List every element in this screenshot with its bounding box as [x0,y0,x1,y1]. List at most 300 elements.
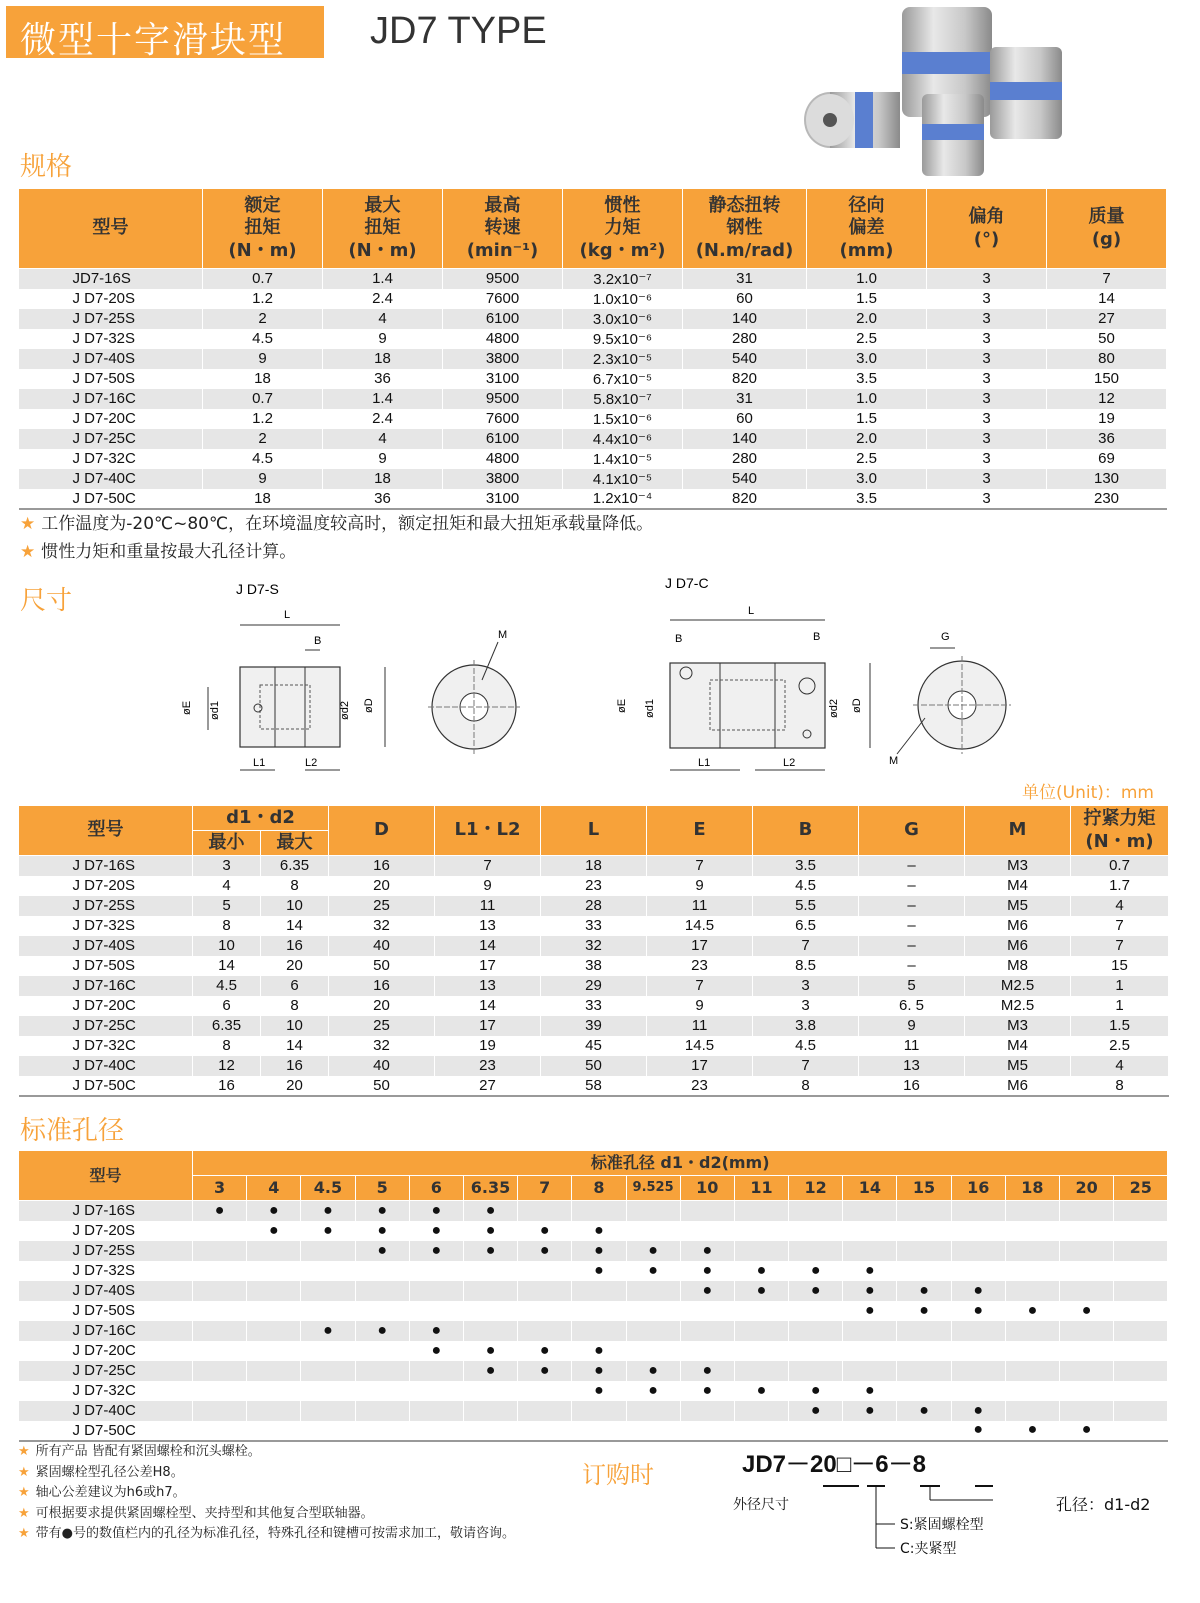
table-cell: 11 [859,1036,965,1056]
bore-cell [463,1261,517,1281]
table-cell: 32 [329,1036,435,1056]
bore-cell [1060,1381,1114,1401]
bore-cell [734,1321,788,1341]
bore-cell [247,1341,301,1361]
bore-cell [1005,1281,1059,1301]
table-cell: – [859,856,965,876]
bore-cell [409,1281,463,1301]
spec-header-4: 惯性 力矩 (kg・m²) [563,189,683,269]
table-cell: J D7-40S [19,349,203,369]
standard-bore-dot-icon: ● [702,1281,713,1299]
bore-cell [734,1301,788,1321]
bore-cell [301,1421,355,1441]
table-cell: 1.5 [807,289,927,309]
section-spec-title: 规格 [20,152,73,182]
table-cell: 6.35 [261,856,329,876]
standard-bore-dot-icon: ● [810,1401,821,1419]
table-cell: 3 [193,856,261,876]
standard-bore-dot-icon: ● [539,1361,550,1379]
bore-cell [1060,1281,1114,1301]
table-cell: 7 [1047,269,1167,289]
bore-cell [734,1341,788,1361]
table-cell: 50 [329,1076,435,1096]
bore-cell [1005,1201,1059,1221]
standard-bore-dot-icon: ● [810,1381,821,1399]
bore-cell [572,1261,626,1281]
table-cell: 4.5 [193,976,261,996]
standard-bore-dot-icon: ● [323,1221,333,1239]
table-cell: 5.5 [753,896,859,916]
bore-cell [193,1241,247,1261]
table-row [19,856,1169,876]
table-cell: 3 [927,489,1047,509]
bore-cell [626,1221,680,1241]
table-cell: 2.5 [807,329,927,349]
label-c-d2: ød2 [828,699,840,718]
bore-cell [789,1321,843,1341]
table-cell: 1.7 [1071,876,1169,896]
table-row [19,1241,1168,1261]
bore-cell [897,1401,951,1421]
bore-cell [897,1221,951,1241]
table-cell: 1.5x10⁻⁶ [563,409,683,429]
bore-size-header: 4 [247,1176,301,1201]
table-cell: M3 [965,1016,1071,1036]
standard-bore-dot-icon: ● [1081,1421,1092,1438]
bore-cell [1060,1341,1114,1361]
bore-size-header: 5 [355,1176,409,1201]
table-cell: 6. 5 [859,996,965,1016]
bore-model: J D7-20S [19,1221,193,1241]
standard-bore-dot-icon: ● [702,1381,713,1399]
bore-cell [626,1321,680,1341]
bore-cell [951,1401,1005,1421]
table-cell: 9 [323,329,443,349]
bore-cell [409,1421,463,1441]
table-row [19,1401,1168,1421]
bore-cell [897,1381,951,1401]
bore-cell [680,1241,734,1261]
bore-cell [572,1321,626,1341]
dimension-table [18,805,1169,1097]
bore-cell [1060,1201,1114,1221]
label-E: øE [181,700,193,715]
bore-cell [734,1281,788,1301]
bore-cell [572,1241,626,1261]
bore-cell [789,1421,843,1441]
bore-cell [843,1281,897,1301]
bore-cell [193,1401,247,1421]
table-cell: M5 [965,1056,1071,1076]
table-cell: 9 [859,1016,965,1036]
standard-bore-dot-icon: ● [1027,1421,1038,1438]
table-cell: 1 [1071,996,1169,1016]
standard-bore-dot-icon: ● [485,1201,496,1219]
standard-bore-dot-icon: ● [539,1221,550,1239]
order-code: JD7－20□－6－8 [742,1451,926,1478]
bore-cell [518,1281,572,1301]
table-cell: 3 [927,469,1047,489]
table-row [19,389,1167,409]
table-cell: 36 [323,369,443,389]
bore-size-header: 7 [518,1176,572,1201]
table-cell: 58 [541,1076,647,1096]
table-cell: J D7-25S [19,896,193,916]
bore-cell [193,1221,247,1241]
bore-cell [789,1241,843,1261]
standard-bore-dot-icon: ● [485,1241,496,1259]
bore-cell [1005,1341,1059,1361]
table-cell: 6.7x10⁻⁵ [563,369,683,389]
spec-header-8: 质量 (g) [1047,189,1167,269]
bore-cell [518,1221,572,1241]
table-cell: 60 [683,409,807,429]
label-c-L2: L2 [783,757,796,769]
table-row [19,329,1167,349]
bore-cell [1114,1301,1168,1321]
table-cell: 5.8x10⁻⁷ [563,389,683,409]
table-row [19,1281,1168,1301]
table-cell: 10 [261,1016,329,1036]
footer-note: ★ 带有●号的数值栏内的孔径为标准孔径，特殊孔径和键槽可按需求加工，敬请咨询。 [18,1526,516,1541]
table-cell: 140 [683,309,807,329]
bore-cell [789,1201,843,1221]
order-bore-label: 孔径：d1-d2 [1056,1495,1151,1514]
table-cell: 3800 [443,469,563,489]
table-row [19,1201,1168,1221]
label-c-D: øD [851,698,863,713]
spec-header-0: 型号 [19,189,203,269]
bore-cell [409,1341,463,1361]
bore-cell [789,1401,843,1421]
bore-cell [193,1261,247,1281]
bore-size-header: 11 [734,1176,788,1201]
bore-cell [951,1281,1005,1301]
table-cell: 36 [1047,429,1167,449]
table-cell: 23 [647,1076,753,1096]
bore-model: J D7-40S [19,1281,193,1301]
table-cell: 3 [927,329,1047,349]
table-cell: 18 [323,349,443,369]
footer-note: ★ 轴心公差建议为h6或h7。 [18,1485,186,1500]
table-row [19,916,1169,936]
standard-bore-dot-icon: ● [485,1221,496,1239]
table-cell: 1.4 [323,389,443,409]
bore-cell [572,1301,626,1321]
bore-cell [680,1321,734,1341]
table-cell: 2.0 [807,309,927,329]
table-cell: 14 [193,956,261,976]
table-cell: 12 [1047,389,1167,409]
table-cell: 60 [683,289,807,309]
label-M: M [498,629,508,641]
table-cell: 39 [541,1016,647,1036]
footer-note: ★ 所有产品 皆配有紧固螺栓和沉头螺栓。 [18,1444,261,1459]
table-row [19,409,1167,429]
table-cell: 16 [329,976,435,996]
standard-bore-dot-icon: ● [377,1201,387,1219]
table-row [19,449,1167,469]
table-row [19,996,1169,1016]
table-cell: 4.4x10⁻⁶ [563,429,683,449]
bore-cell [843,1421,897,1441]
table-cell: M6 [965,916,1071,936]
table-cell: 23 [435,1056,541,1076]
table-cell: 7 [435,856,541,876]
bore-cell [355,1201,409,1221]
bore-cell [301,1261,355,1281]
table-cell: 25 [329,896,435,916]
bore-cell [355,1261,409,1281]
spec-note: ★ 惯性力矩和重量按最大孔径计算。 [20,542,297,562]
table-cell: J D7-16C [19,389,203,409]
table-cell: 4 [193,876,261,896]
bore-cell [951,1421,1005,1441]
table-cell: 3.2x10⁻⁷ [563,269,683,289]
star-icon: ★ [20,514,36,534]
bore-cell [463,1381,517,1401]
table-cell: 32 [329,916,435,936]
bore-cell [301,1321,355,1341]
bore-cell [897,1321,951,1341]
bore-cell [843,1241,897,1261]
standard-bore-dot-icon: ● [431,1341,442,1359]
table-cell: 45 [541,1036,647,1056]
bore-cell [247,1261,301,1281]
bore-cell [301,1241,355,1261]
table-cell: 280 [683,449,807,469]
table-cell: 3 [927,369,1047,389]
table-cell: 8 [261,876,329,896]
table-cell: – [859,936,965,956]
spec-header-3: 最高 转速 (min⁻¹) [443,189,563,269]
table-cell: 3.0 [807,349,927,369]
bore-h-title: 标准孔径 d1・d2(mm) [193,1151,1168,1176]
table-cell: J D7-20C [19,996,193,1016]
bore-cell [463,1401,517,1421]
bore-cell [193,1361,247,1381]
bore-cell [355,1381,409,1401]
bore-cell [1114,1241,1168,1261]
dim-h-B: B [753,806,859,856]
bore-cell [734,1261,788,1281]
dim-h-min: 最小 [193,831,261,856]
table-cell: 14 [435,996,541,1016]
bore-cell [1005,1221,1059,1241]
table-cell: 1.2x10⁻⁴ [563,489,683,509]
bore-cell [951,1381,1005,1401]
bore-size-header: 10 [680,1176,734,1201]
table-cell: J D7-16S [19,856,193,876]
table-cell: J D7-32S [19,916,193,936]
table-cell: 20 [329,876,435,896]
bore-cell [626,1301,680,1321]
table-row [19,896,1169,916]
table-cell: 9 [323,449,443,469]
table-cell: 11 [435,896,541,916]
table-cell: 1.2 [203,289,323,309]
table-cell: J D7-20S [19,289,203,309]
table-cell: 8 [1071,1076,1169,1096]
table-cell: 5 [193,896,261,916]
table-cell: 3.0x10⁻⁶ [563,309,683,329]
bore-size-header: 6 [409,1176,463,1201]
table-cell: 2.5 [807,449,927,469]
star-icon: ★ [18,1444,30,1459]
bore-cell [409,1361,463,1381]
dim-h-d: d1・d2 [193,806,329,831]
table-cell: 4 [1071,896,1169,916]
bore-cell [301,1281,355,1301]
bore-cell [572,1421,626,1441]
bore-cell [734,1381,788,1401]
table-cell: – [859,956,965,976]
bore-cell [843,1341,897,1361]
bore-cell [518,1421,572,1441]
table-cell: 230 [1047,489,1167,509]
bore-cell [843,1381,897,1401]
footer-note: ★ 紧固螺栓型孔径公差H8。 [18,1464,184,1480]
table-cell: 9 [647,996,753,1016]
bore-cell [626,1261,680,1281]
bore-cell [1005,1401,1059,1421]
bore-cell [897,1281,951,1301]
section-bore-title: 标准孔径 [20,1116,125,1146]
bore-cell [1005,1321,1059,1341]
standard-bore-dot-icon: ● [594,1361,604,1379]
table-cell: 3 [753,996,859,1016]
label-d1: ød1 [209,701,221,720]
table-cell: 3.8 [753,1016,859,1036]
spec-note: ★ 工作温度为-20℃~80℃，在环境温度较高时，额定扭矩和最大扭矩承载量降低。 [20,514,654,534]
drawing-jd7-c [605,568,1025,788]
bore-cell [897,1421,951,1441]
bore-cell [247,1201,301,1221]
bore-cell [355,1401,409,1421]
label-c-d1: ød1 [644,699,656,718]
table-cell: 19 [1047,409,1167,429]
table-cell: 8.5 [753,956,859,976]
standard-bore-dot-icon: ● [594,1221,604,1239]
table-row [19,1321,1168,1341]
bore-cell [572,1281,626,1301]
table-cell: 820 [683,369,807,389]
bore-cell [247,1221,301,1241]
footer-notes [18,1442,515,1545]
table-row [19,489,1167,509]
bore-cell [1114,1361,1168,1381]
table-cell: 20 [261,956,329,976]
star-icon: ★ [18,1464,30,1480]
bore-cell [193,1281,247,1301]
table-cell: J D7-32C [19,1036,193,1056]
table-cell: 4.5 [203,329,323,349]
bore-cell [680,1361,734,1381]
table-cell: 14 [1047,289,1167,309]
label-L2: L2 [305,757,318,769]
standard-bore-dot-icon: ● [865,1281,875,1299]
bore-size-header: 25 [1114,1176,1168,1201]
bore-cell [1114,1381,1168,1401]
bore-cell [951,1321,1005,1341]
standard-bore-dot-icon: ● [648,1361,658,1379]
table-cell: 18 [323,469,443,489]
table-cell: J D7-25C [19,429,203,449]
table-cell: 17 [435,956,541,976]
standard-bore-dot-icon: ● [594,1341,604,1359]
bore-cell [518,1321,572,1341]
label-L: L [284,609,291,621]
table-cell: – [859,916,965,936]
standard-bore-dot-icon: ● [756,1261,767,1279]
table-cell: 40 [329,1056,435,1076]
bore-cell [734,1241,788,1261]
table-cell: 6 [193,996,261,1016]
table-row [19,936,1169,956]
bore-cell [572,1221,626,1241]
table-cell: 6 [261,976,329,996]
bore-cell [301,1301,355,1321]
bore-cell [463,1241,517,1261]
bore-cell [680,1201,734,1221]
bore-size-header: 9.525 [626,1176,680,1201]
bore-cell [247,1281,301,1301]
bore-cell [951,1201,1005,1221]
table-cell: 12 [193,1056,261,1076]
bore-cell [247,1361,301,1381]
bore-cell [734,1361,788,1381]
table-cell: 27 [435,1076,541,1096]
table-cell: 38 [541,956,647,976]
bore-cell [463,1321,517,1341]
table-cell: 0.7 [203,389,323,409]
table-cell: 1.5 [807,409,927,429]
bore-cell [1005,1261,1059,1281]
bore-cell [789,1281,843,1301]
spec-header-2: 最大 扭矩 (N・m) [323,189,443,269]
table-cell: 7 [1071,916,1169,936]
bore-cell [680,1341,734,1361]
table-cell: 4.1x10⁻⁵ [563,469,683,489]
bore-cell [518,1241,572,1261]
bore-cell [409,1241,463,1261]
bore-h-model: 型号 [19,1151,193,1201]
table-cell: 4 [323,309,443,329]
table-cell: J D7-50C [19,1076,193,1096]
product-photo [800,2,1100,182]
standard-bore-dot-icon: ● [865,1381,875,1399]
table-row [19,1076,1169,1096]
standard-bore-dot-icon: ● [756,1281,767,1299]
bore-cell [1005,1381,1059,1401]
table-cell: 140 [683,429,807,449]
dim-h-L1L2: L1・L2 [435,806,541,856]
table-cell: 16 [261,936,329,956]
table-row [19,1261,1168,1281]
table-cell: 9 [203,469,323,489]
bore-cell [409,1301,463,1321]
table-cell: 10 [261,896,329,916]
table-row [19,976,1169,996]
standard-bore-dot-icon: ● [377,1221,387,1239]
table-cell: 2 [203,309,323,329]
bore-cell [1005,1421,1059,1441]
bore-cell [1060,1221,1114,1241]
bore-cell [193,1421,247,1441]
spec-notes [20,510,653,566]
table-cell: 130 [1047,469,1167,489]
bore-cell [843,1221,897,1241]
